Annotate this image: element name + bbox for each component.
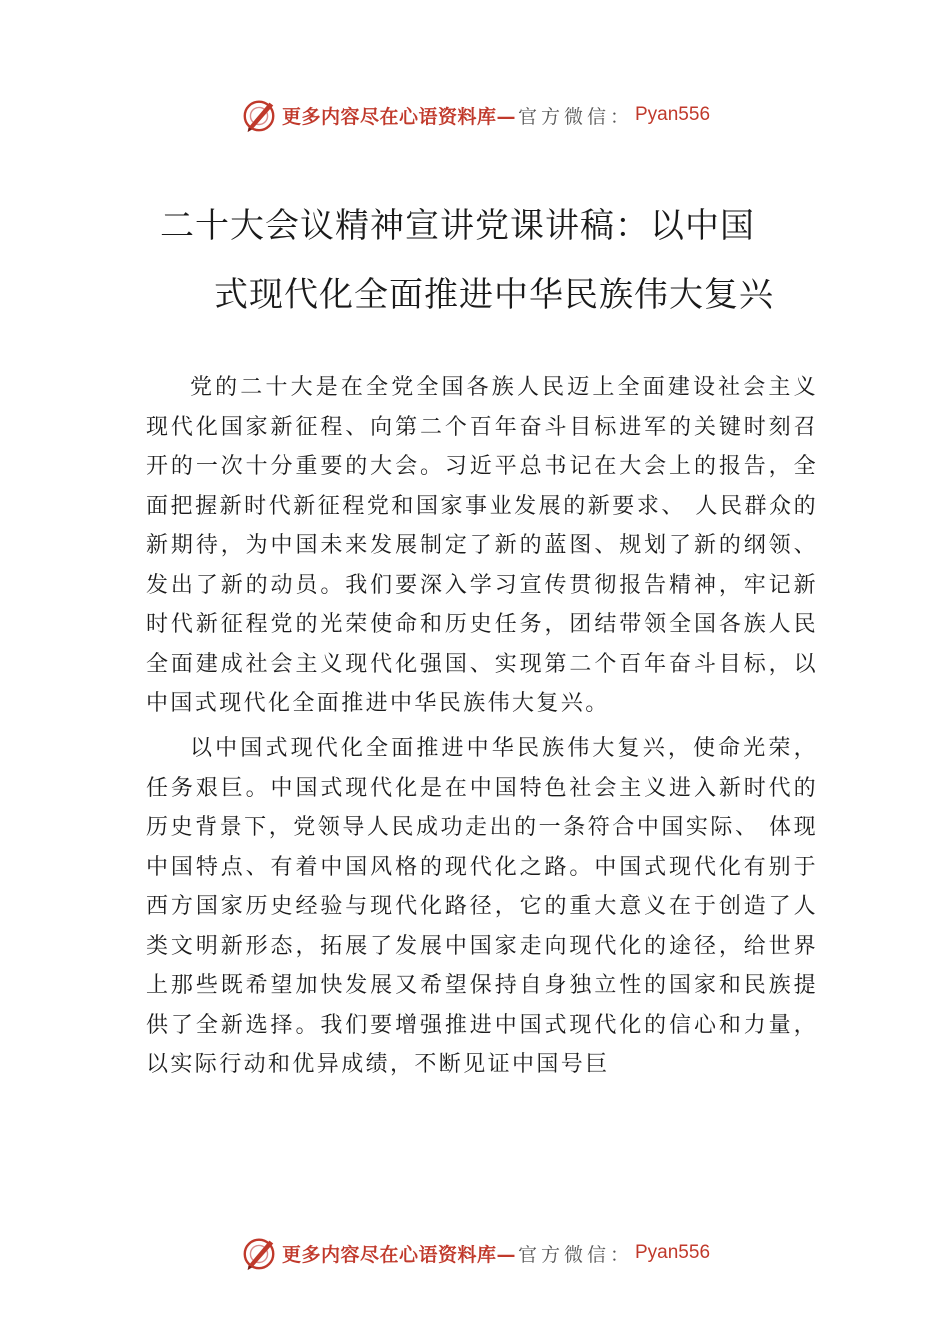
banner-site-text: 更多内容尽在心语资料库—: [281, 105, 516, 128]
body-paragraph-1: 党的二十大是在全党全国各族人民迈上全面建设社会主义现代化国家新征程、向第二个百年奋斗目标进军的关键时刻召开的一次十分重要的大会。习近平总书记在大会上的报告，全面把握新时代新征程党和国家事业发展的新要求、 人民群众的新期待，为中国未来发展制定了新的蓝图、规划了新的纲领、发出了新的动员。我们要深入学习宣传贯彻报告精神，牢记新时代新征程党的光荣使命和历史任务，团结带领全国各族人民全面建成社会主义现代化强国、实现第二个百年奋斗目标，以中国式现代化全面推进中华民族伟大复兴。: [146, 375, 818, 716]
header-banner: [0, 93, 950, 137]
footer-banner: [0, 1231, 950, 1275]
banner-wechat-id: Pyan556: [635, 104, 711, 125]
pen-logo-icon: [240, 1234, 278, 1272]
document-title-line-1: 二十大会议精神宣讲党课讲稿：以中国: [160, 206, 755, 246]
banner-wechat-id: Pyan556: [635, 1242, 711, 1263]
banner-site-text: 更多内容尽在心语资料库—: [281, 1243, 516, 1266]
document-title-line-2: 式现代化全面推进中华民族伟大复兴: [214, 275, 774, 315]
body-paragraph-2: 以中国式现代化全面推进中华民族伟大复兴，使命光荣，任务艰巨。中国式现代化是在中国特色社会主义进入新时代的历史背景下，党领导人民成功走出的一条符合中国实际、 体现中国特点、有着中国风格的现代化之路。中国式现代化有别于西方国家历史经验与现代化路径，它的重大意义在于创造了人类文明新形态，拓展了发展中国家走向现代化的途径，给世界上那些既希望加快发展又希望保持自身独立性的国家和民族提供了全新选择。我们要增强推进中国式现代化的信心和力量，以实际行动和优异成绩，不断见证中国号巨: [146, 736, 818, 1077]
banner-wechat-label: 官方微信：: [517, 1243, 633, 1266]
pen-logo-icon: [240, 96, 278, 134]
banner-wechat-label: 官方微信：: [517, 105, 633, 128]
